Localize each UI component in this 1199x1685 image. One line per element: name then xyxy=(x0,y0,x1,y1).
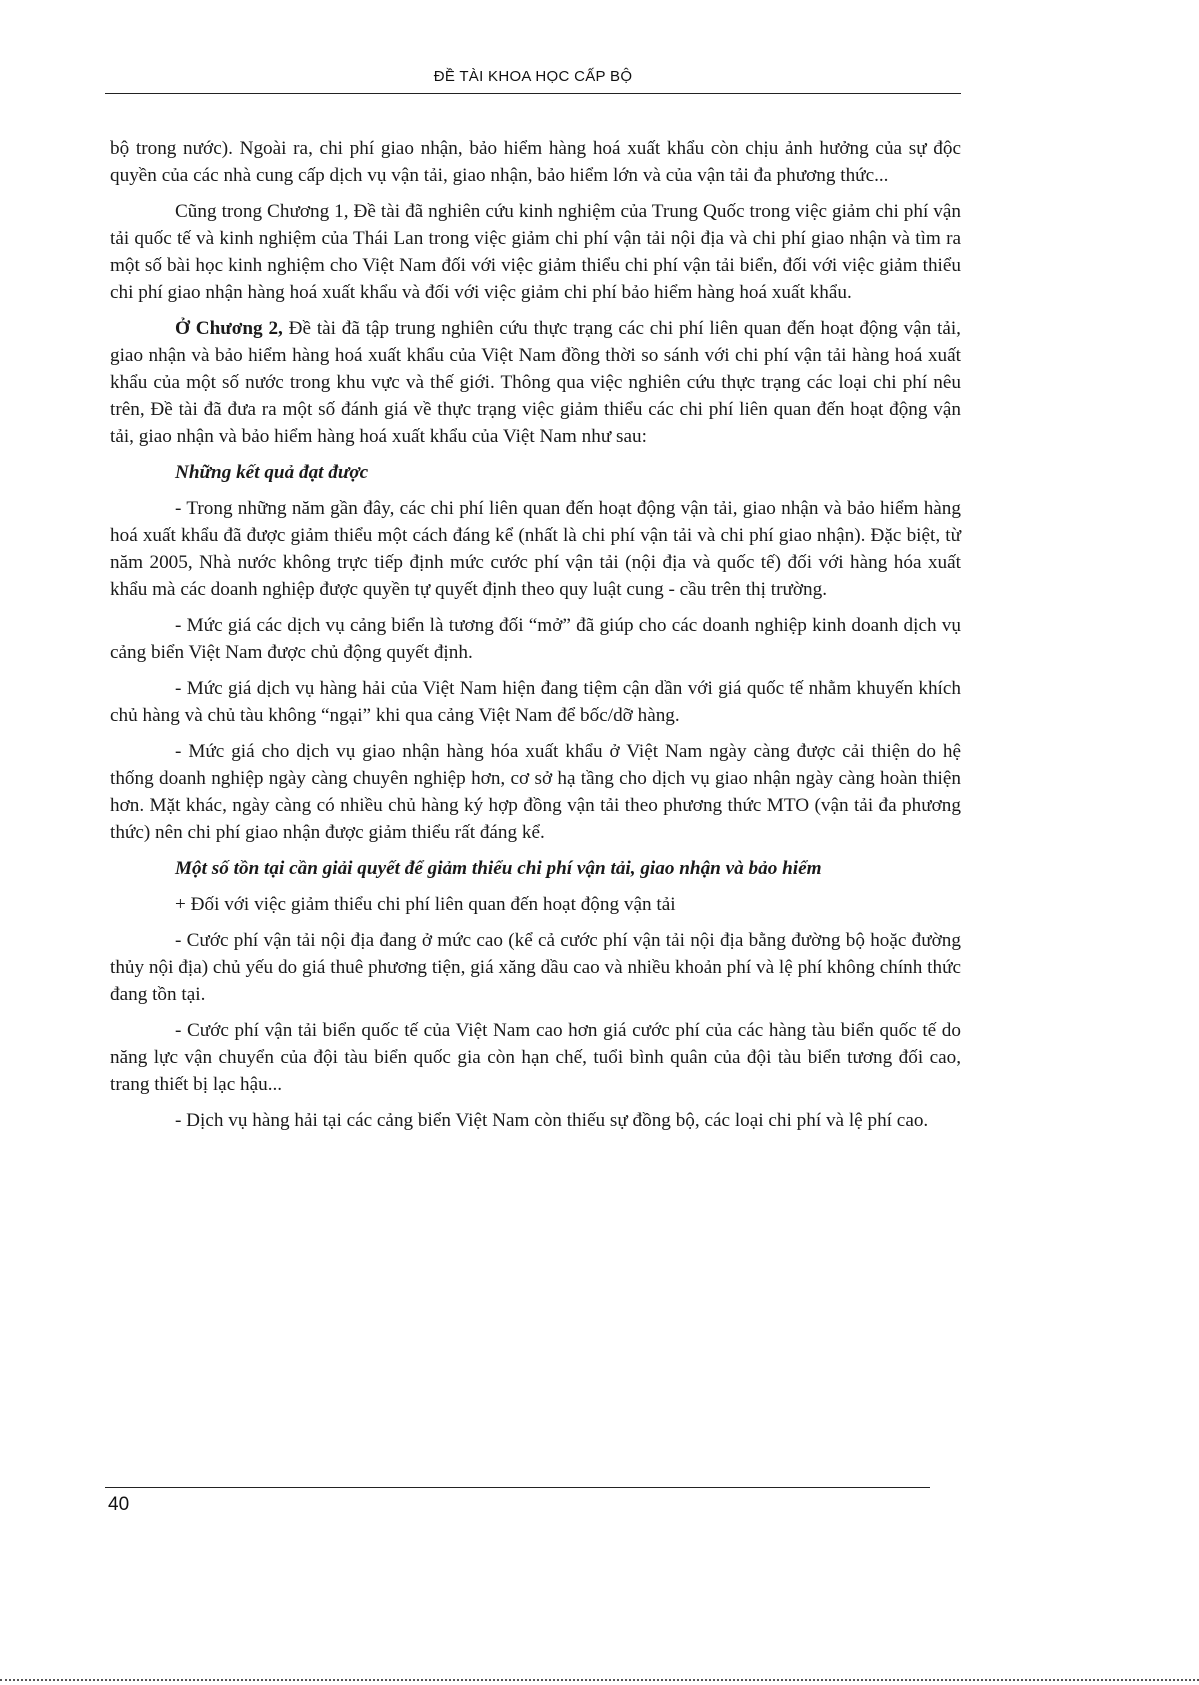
heading-achievements: Những kết quả đạt được xyxy=(175,462,369,483)
list-item-issue-2: - Cước phí vận tải biển quốc tế của Việt Nam cao hơn giá cước phí của các hàng tàu biển quốc tế do năng lực vận chuyển của đội tàu biển quốc gia còn hạn chế, tuổi bình quân của đội tàu biển tương đối cao, trang thiết bị lạc hậu... xyxy=(110,1020,961,1095)
chapter2-text: Đề tài đã tập trung nghiên cứu thực trạng các chi phí liên quan đến hoạt động vận tải, giao nhận và bảo hiểm hàng hoá xuất khẩu của Việt Nam đồng thời so sánh với chi phí vận tải hàng hoá xuất khẩu của một số nước trong khu vực và thế giới. Thông qua việc nghiên cứu thực trạng các loại chi phí nêu trên, Đề tài đã đưa ra một số đánh giá về thực trạng việc giảm thiểu các chi phí liên quan đến hoạt động vận tải, giao nhận và bảo hiểm hàng hoá xuất khẩu của Việt Nam như sau: xyxy=(110,318,961,447)
subheading-transport-costs: + Đối với việc giảm thiểu chi phí liên quan đến hoạt động vận tải xyxy=(175,894,676,915)
paragraph-chapter2-summary xyxy=(110,315,961,450)
paragraph-chapter1-summary: Cũng trong Chương 1, Đề tài đã nghiên cứu kinh nghiệm của Trung Quốc trong việc giảm chi phí vận tải quốc tế và kinh nghiệm của Thái Lan trong việc giảm chi phí vận tải nội địa và chi phí giao nhận và tìm ra một số bài học kinh nghiệm cho Việt Nam đối với việc giảm thiểu chi phí vận tải biển, đối với việc giảm thiểu chi phí giao nhận hàng hoá xuất khẩu và đối với việc giảm chi phí bảo hiểm hàng hoá xuất khẩu. xyxy=(110,201,961,303)
scan-edge-divider xyxy=(0,1679,1199,1681)
page-number: 40 xyxy=(108,1494,130,1515)
page-body xyxy=(110,135,961,1143)
chapter2-label: Ở Chương 2, xyxy=(175,318,283,339)
header-rule xyxy=(105,93,961,94)
list-item-achievement-3: - Mức giá dịch vụ hàng hải của Việt Nam hiện đang tiệm cận dần với giá quốc tế nhằm khuyến khích chủ hàng và chủ tàu không “ngại” khi qua cảng Việt Nam để bốc/dỡ hàng. xyxy=(110,678,961,726)
list-item-achievement-2: - Mức giá các dịch vụ cảng biển là tương đối “mở” đã giúp cho các doanh nghiệp kinh doanh dịch vụ cảng biển Việt Nam được chủ động quyết định. xyxy=(110,615,961,663)
footer-rule xyxy=(105,1487,930,1488)
heading-issues: Một số tồn tại cần giải quyết để giảm thiểu chi phí vận tải, giao nhận và bảo hiểm xyxy=(175,858,822,879)
list-item-issue-1: - Cước phí vận tải nội địa đang ở mức cao (kể cả cước phí vận tải nội địa bằng đường bộ hoặc đường thủy nội địa) chủ yếu do giá thuê phương tiện, giá xăng dầu cao và nhiều khoản phí và lệ phí không chính thức đang tồn tại. xyxy=(110,930,961,1005)
list-item-achievement-4: - Mức giá cho dịch vụ giao nhận hàng hóa xuất khẩu ở Việt Nam ngày càng được cải thiện do hệ thống doanh nghiệp ngày càng chuyên nghiệp hơn, cơ sở hạ tầng cho dịch vụ giao nhận ngày càng hoàn thiện hơn. Mặt khác, ngày càng có nhiều chủ hàng ký hợp đồng vận tải theo phương thức MTO (vận tải đa phương thức) nên chi phí giao nhận được giảm thiểu rất đáng kể. xyxy=(110,741,961,843)
list-item-achievement-1: - Trong những năm gần đây, các chi phí liên quan đến hoạt động vận tải, giao nhận và bảo hiểm hàng hoá xuất khẩu đã được giảm thiểu một cách đáng kể (nhất là chi phí vận tải và chi phí giao nhận). Đặc biệt, từ năm 2005, Nhà nước không trực tiếp định mức cước phí vận tải (nội địa và quốc tế) đối với hàng hóa xuất khẩu mà các doanh nghiệp được quyền tự quyết định theo quy luật cung - cầu trên thị trường. xyxy=(110,498,961,600)
paragraph-continuation: bộ trong nước). Ngoài ra, chi phí giao nhận, bảo hiểm hàng hoá xuất khẩu còn chịu ảnh hưởng của sự độc quyền của các nhà cung cấp dịch vụ vận tải, giao nhận, bảo hiểm lớn và của vận tải đa phương thức... xyxy=(110,138,961,186)
running-header: ĐỀ TÀI KHOA HỌC CẤP BỘ xyxy=(433,68,633,85)
list-item-issue-3: - Dịch vụ hàng hải tại các cảng biển Việt Nam còn thiếu sự đồng bộ, các loại chi phí và lệ phí cao. xyxy=(175,1110,929,1131)
